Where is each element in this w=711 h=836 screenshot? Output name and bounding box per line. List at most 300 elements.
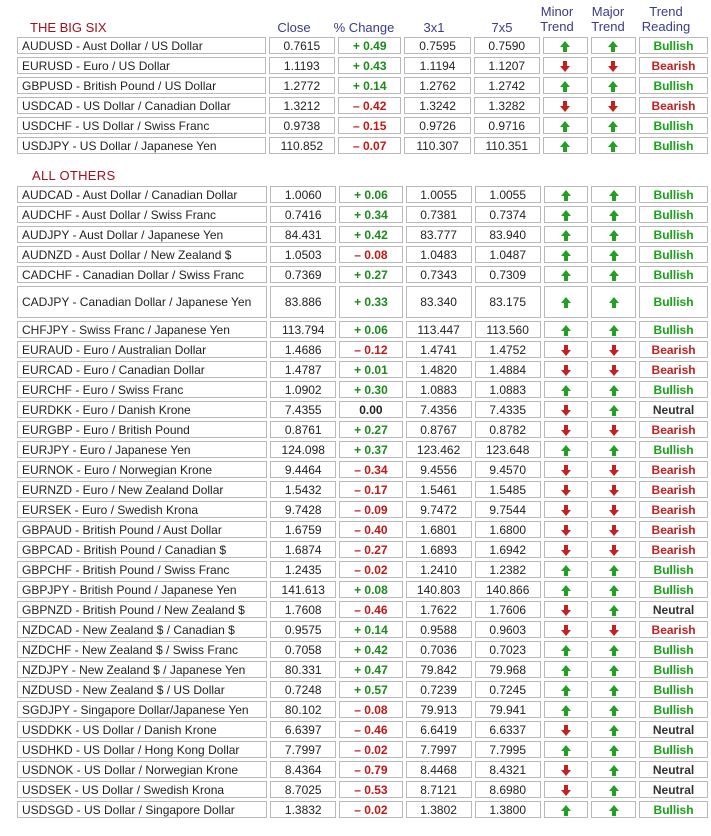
value-7x5: 140.866 — [475, 581, 541, 598]
major-trend — [591, 286, 636, 318]
close-value: 1.2435 — [270, 561, 336, 578]
arrow-up-icon — [609, 270, 619, 281]
arrow-up-icon — [608, 121, 618, 132]
arrow-up-icon — [609, 250, 619, 261]
table-row — [17, 621, 708, 638]
arrow-down-icon — [608, 101, 618, 112]
close-value: 0.7615 — [269, 37, 335, 54]
major-trend — [591, 461, 636, 478]
value-3x1: 7.4356 — [406, 401, 472, 418]
minor-trend — [544, 521, 589, 538]
major-trend — [591, 77, 636, 94]
table-row — [17, 226, 708, 243]
trend-reading: Bearish — [639, 501, 708, 518]
pair-name: AUDNZD - Aust Dollar / New Zealand $ — [17, 246, 267, 263]
percent-change: – 0.46 — [339, 721, 402, 738]
major-trend — [591, 481, 636, 498]
value-7x5: 0.9603 — [475, 621, 541, 638]
minor-trend — [544, 461, 589, 478]
pair-name: USDNOK - US Dollar / Norwegian Krone — [17, 761, 267, 778]
pair-name: CADCHF - Canadian Dollar / Swiss Franc — [17, 266, 267, 283]
arrow-up-icon — [609, 585, 619, 596]
major-trend — [591, 701, 636, 718]
arrow-up-icon — [561, 210, 571, 221]
col-trend-reading-header: Trend Reading — [641, 4, 691, 34]
pair-name: CADJPY - Canadian Dollar / Japanese Yen — [17, 286, 267, 318]
pair-name: GBPJPY - British Pound / Japanese Yen — [17, 581, 267, 598]
value-3x1: 0.9726 — [404, 117, 470, 134]
col-7x5-header: 7x5 — [491, 20, 513, 35]
close-value: 141.613 — [270, 581, 336, 598]
arrow-down-icon — [561, 345, 571, 356]
close-value: 1.4686 — [270, 341, 336, 358]
arrow-up-icon — [561, 385, 571, 396]
arrow-up-icon — [609, 745, 619, 756]
major-trend — [591, 97, 636, 114]
major-trend — [591, 266, 636, 283]
pair-name: EURJPY - Euro / Japanese Yen — [17, 441, 267, 458]
close-value: 0.7416 — [270, 206, 336, 223]
value-7x5: 113.560 — [475, 321, 541, 338]
pair-name: NZDCHF - New Zealand $ / Swiss Franc — [17, 641, 267, 658]
trend-reading: Bullish — [639, 661, 708, 678]
table-row — [17, 781, 708, 798]
value-3x1: 1.1194 — [404, 57, 470, 74]
pair-name: GBPCAD - British Pound / Canadian $ — [17, 541, 267, 558]
close-value: 9.4464 — [270, 461, 336, 478]
arrow-down-icon — [609, 625, 619, 636]
percent-change: + 0.27 — [339, 266, 402, 283]
table-row — [17, 381, 708, 398]
minor-trend — [544, 561, 589, 578]
table-row — [17, 421, 708, 438]
arrow-up-icon — [560, 81, 570, 92]
trend-reading: Bullish — [639, 441, 708, 458]
close-value: 0.7058 — [270, 641, 336, 658]
value-3x1: 1.4820 — [406, 361, 472, 378]
percent-change: – 0.09 — [339, 501, 402, 518]
value-3x1: 0.7239 — [406, 681, 472, 698]
major-trend — [591, 341, 636, 358]
close-value: 7.4355 — [270, 401, 336, 418]
big-six-table — [14, 34, 711, 157]
trend-reading: Bullish — [639, 381, 708, 398]
value-3x1: 1.2762 — [404, 77, 470, 94]
arrow-up-icon — [609, 725, 619, 736]
table-row — [17, 521, 708, 538]
table-row — [17, 117, 708, 134]
major-trend — [591, 321, 636, 338]
major-trend — [591, 501, 636, 518]
table-row — [17, 461, 708, 478]
value-3x1: 0.7036 — [406, 641, 472, 658]
close-value: 80.331 — [270, 661, 336, 678]
arrow-up-icon — [609, 805, 619, 816]
table-row — [17, 761, 708, 778]
minor-trend — [544, 246, 589, 263]
major-trend — [591, 206, 636, 223]
arrow-down-icon — [561, 765, 571, 776]
arrow-up-icon — [608, 141, 618, 152]
value-7x5: 7.4335 — [475, 401, 541, 418]
value-7x5: 1.3800 — [475, 801, 541, 818]
trend-reading: Bearish — [639, 541, 708, 558]
major-trend — [591, 641, 636, 658]
trend-reading: Bearish — [639, 361, 708, 378]
pair-name: EURNZD - Euro / New Zealand Dollar — [17, 481, 267, 498]
percent-change: + 0.42 — [339, 226, 402, 243]
major-trend — [591, 801, 636, 818]
arrow-down-icon — [561, 785, 571, 796]
trend-reading: Neutral — [639, 721, 708, 738]
value-7x5: 6.6337 — [475, 721, 541, 738]
value-7x5: 83.940 — [475, 226, 541, 243]
pair-name: GBPAUD - British Pound / Aust Dollar — [17, 521, 267, 538]
arrow-up-icon — [608, 41, 618, 52]
value-3x1: 83.777 — [406, 226, 472, 243]
minor-trend — [543, 37, 588, 54]
value-7x5: 9.7544 — [475, 501, 541, 518]
table-row — [17, 206, 708, 223]
value-7x5: 7.7995 — [475, 741, 541, 758]
value-7x5: 1.6800 — [475, 521, 541, 538]
arrow-up-icon — [609, 405, 619, 416]
trend-reading: Bullish — [639, 641, 708, 658]
trend-reading: Bullish — [639, 246, 708, 263]
arrow-down-icon — [560, 61, 570, 72]
value-3x1: 1.3242 — [404, 97, 470, 114]
major-trend — [591, 226, 636, 243]
trend-reading: Bearish — [639, 461, 708, 478]
arrow-down-icon — [561, 465, 571, 476]
trend-reading: Neutral — [639, 761, 708, 778]
trend-reading: Bullish — [639, 681, 708, 698]
trend-reading: Bullish — [639, 117, 708, 134]
arrow-up-icon — [609, 705, 619, 716]
arrow-up-icon — [609, 605, 619, 616]
arrow-down-icon — [561, 405, 571, 416]
major-trend — [591, 581, 636, 598]
arrow-down-icon — [609, 465, 619, 476]
minor-trend — [544, 401, 589, 418]
minor-trend — [544, 701, 589, 718]
minor-trend — [544, 681, 589, 698]
column-header-row — [0, 0, 711, 36]
pair-name: USDJPY - US Dollar / Japanese Yen — [17, 137, 266, 154]
minor-trend — [544, 661, 589, 678]
value-3x1: 110.307 — [404, 137, 470, 154]
arrow-up-icon — [561, 705, 571, 716]
pair-name: USDDKK - US Dollar / Danish Krone — [17, 721, 267, 738]
minor-trend — [543, 137, 588, 154]
major-trend — [591, 661, 636, 678]
percent-change: – 0.17 — [339, 481, 402, 498]
arrow-up-icon — [609, 325, 619, 336]
arrow-up-icon — [560, 121, 570, 132]
value-7x5: 0.7023 — [475, 641, 541, 658]
value-3x1: 140.803 — [406, 581, 472, 598]
value-3x1: 79.913 — [406, 701, 472, 718]
percent-change: – 0.02 — [339, 561, 402, 578]
close-value: 1.1193 — [269, 57, 335, 74]
arrow-down-icon — [609, 545, 619, 556]
trend-reading: Bullish — [639, 801, 708, 818]
percent-change: + 0.06 — [339, 321, 402, 338]
major-trend — [591, 681, 636, 698]
value-7x5: 1.2742 — [474, 77, 540, 94]
value-7x5: 1.7606 — [475, 601, 541, 618]
value-3x1: 0.7381 — [406, 206, 472, 223]
arrow-up-icon — [560, 141, 570, 152]
value-7x5: 0.7590 — [474, 37, 540, 54]
col-3x1-header: 3x1 — [423, 20, 445, 35]
value-7x5: 9.4570 — [475, 461, 541, 478]
pair-name: EURNOK - Euro / Norwegian Krone — [17, 461, 267, 478]
value-3x1: 83.340 — [406, 286, 472, 318]
percent-change: – 0.40 — [339, 521, 402, 538]
percent-change: – 0.12 — [339, 341, 402, 358]
close-value: 6.6397 — [270, 721, 336, 738]
major-trend — [591, 37, 636, 54]
major-trend — [591, 137, 636, 154]
percent-change: – 0.42 — [338, 97, 402, 114]
table-row — [17, 286, 708, 318]
big-six-title: THE BIG SIX — [30, 20, 107, 35]
col-major-trend-header: Major Trend — [591, 4, 625, 34]
arrow-up-icon — [609, 565, 619, 576]
value-3x1: 1.2410 — [406, 561, 472, 578]
close-value: 8.7025 — [270, 781, 336, 798]
col-close-header: Close — [277, 20, 311, 35]
value-3x1: 9.7472 — [406, 501, 472, 518]
value-3x1: 1.5461 — [406, 481, 472, 498]
close-value: 1.5432 — [270, 481, 336, 498]
minor-trend — [544, 321, 589, 338]
arrow-down-icon — [561, 625, 571, 636]
arrow-up-icon — [561, 805, 571, 816]
arrow-up-icon — [561, 250, 571, 261]
table-row — [17, 581, 708, 598]
percent-change: – 0.08 — [339, 701, 402, 718]
trend-reading: Bearish — [639, 621, 708, 638]
close-value: 113.794 — [270, 321, 336, 338]
arrow-up-icon — [561, 297, 571, 308]
all-others-table — [14, 183, 711, 821]
value-7x5: 1.1207 — [474, 57, 540, 74]
major-trend — [591, 117, 636, 134]
value-3x1: 0.8767 — [406, 421, 472, 438]
table-row — [17, 77, 708, 94]
close-value: 1.3832 — [270, 801, 336, 818]
close-value: 83.886 — [270, 286, 336, 318]
all-others-title: ALL OTHERS — [32, 168, 116, 183]
trend-reading: Bullish — [639, 321, 708, 338]
trend-reading: Bullish — [639, 226, 708, 243]
minor-trend — [544, 641, 589, 658]
pair-name: AUDCAD - Aust Dollar / Canadian Dollar — [17, 186, 267, 203]
arrow-down-icon — [561, 525, 571, 536]
value-7x5: 110.351 — [474, 137, 540, 154]
percent-change: – 0.53 — [339, 781, 402, 798]
trend-reading: Bullish — [639, 701, 708, 718]
percent-change: – 0.15 — [338, 117, 402, 134]
pair-name: NZDUSD - New Zealand $ / US Dollar — [17, 681, 267, 698]
pair-name: AUDCHF - Aust Dollar / Swiss Franc — [17, 206, 267, 223]
close-value: 1.0902 — [270, 381, 336, 398]
percent-change: + 0.43 — [338, 57, 402, 74]
minor-trend — [543, 77, 588, 94]
table-row — [17, 701, 708, 718]
arrow-up-icon — [561, 645, 571, 656]
table-row — [17, 37, 708, 54]
minor-trend — [544, 541, 589, 558]
trend-reading: Bullish — [639, 137, 708, 154]
major-trend — [591, 761, 636, 778]
value-7x5: 0.7245 — [475, 681, 541, 698]
table-row — [17, 341, 708, 358]
table-row — [17, 601, 708, 618]
arrow-down-icon — [609, 425, 619, 436]
arrow-down-icon — [561, 725, 571, 736]
table-row — [17, 801, 708, 818]
minor-trend — [544, 361, 589, 378]
value-3x1: 8.4468 — [406, 761, 472, 778]
arrow-up-icon — [609, 210, 619, 221]
major-trend — [591, 541, 636, 558]
arrow-down-icon — [609, 485, 619, 496]
trend-reading: Bullish — [639, 561, 708, 578]
pair-name: USDCAD - US Dollar / Canadian Dollar — [17, 97, 266, 114]
minor-trend — [543, 97, 588, 114]
minor-trend — [543, 57, 588, 74]
major-trend — [591, 561, 636, 578]
major-trend — [591, 621, 636, 638]
trend-reading: Neutral — [639, 781, 708, 798]
arrow-down-icon — [561, 505, 571, 516]
arrow-up-icon — [609, 665, 619, 676]
close-value: 9.7428 — [270, 501, 336, 518]
close-value: 1.3212 — [269, 97, 335, 114]
major-trend — [591, 601, 636, 618]
minor-trend — [544, 761, 589, 778]
value-7x5: 1.5485 — [475, 481, 541, 498]
arrow-up-icon — [609, 785, 619, 796]
trend-reading: Neutral — [639, 601, 708, 618]
table-row — [17, 661, 708, 678]
value-7x5: 79.941 — [475, 701, 541, 718]
percent-change: – 0.07 — [338, 137, 402, 154]
table-row — [17, 57, 708, 74]
close-value: 1.6874 — [270, 541, 336, 558]
close-value: 8.4364 — [270, 761, 336, 778]
percent-change: – 0.34 — [339, 461, 402, 478]
percent-change: + 0.01 — [339, 361, 402, 378]
close-value: 1.0503 — [270, 246, 336, 263]
value-7x5: 1.0487 — [475, 246, 541, 263]
value-7x5: 1.2382 — [475, 561, 541, 578]
value-3x1: 1.0055 — [406, 186, 472, 203]
value-3x1: 113.447 — [406, 321, 472, 338]
major-trend — [591, 57, 636, 74]
pair-name: USDHKD - US Dollar / Hong Kong Dollar — [17, 741, 267, 758]
value-7x5: 0.7309 — [475, 266, 541, 283]
value-7x5: 0.7374 — [475, 206, 541, 223]
trend-reading: Bullish — [639, 581, 708, 598]
pair-name: USDSGD - US Dollar / Singapore Dollar — [17, 801, 267, 818]
percent-change: – 0.46 — [339, 601, 402, 618]
close-value: 80.102 — [270, 701, 336, 718]
major-trend — [591, 521, 636, 538]
pair-name: EURAUD - Euro / Australian Dollar — [17, 341, 267, 358]
value-3x1: 1.0483 — [406, 246, 472, 263]
trend-reading: Bearish — [639, 481, 708, 498]
arrow-up-icon — [609, 385, 619, 396]
percent-change: + 0.33 — [339, 286, 402, 318]
percent-change: + 0.42 — [339, 641, 402, 658]
table-row — [17, 321, 708, 338]
pair-name: CHFJPY - Swiss Franc / Japanese Yen — [17, 321, 267, 338]
arrow-down-icon — [609, 505, 619, 516]
value-7x5: 1.4884 — [475, 361, 541, 378]
close-value: 0.9575 — [270, 621, 336, 638]
minor-trend — [544, 226, 589, 243]
arrow-up-icon — [609, 685, 619, 696]
arrow-up-icon — [609, 445, 619, 456]
table-row — [17, 137, 708, 154]
close-value: 0.7248 — [270, 681, 336, 698]
arrow-up-icon — [608, 81, 618, 92]
table-row — [17, 501, 708, 518]
value-3x1: 0.7595 — [404, 37, 470, 54]
arrow-down-icon — [561, 365, 571, 376]
major-trend — [591, 186, 636, 203]
arrow-up-icon — [561, 585, 571, 596]
arrow-up-icon — [561, 190, 571, 201]
value-7x5: 1.0055 — [475, 186, 541, 203]
percent-change: + 0.06 — [339, 186, 402, 203]
trend-reading: Bullish — [639, 266, 708, 283]
arrow-up-icon — [609, 230, 619, 241]
pair-name: NZDJPY - New Zealand $ / Japanese Yen — [17, 661, 267, 678]
percent-change: + 0.08 — [339, 581, 402, 598]
table-row — [17, 641, 708, 658]
table-row — [17, 741, 708, 758]
major-trend — [591, 381, 636, 398]
minor-trend — [544, 206, 589, 223]
trend-reading: Bullish — [639, 206, 708, 223]
table-row — [17, 97, 708, 114]
pair-name: GBPCHF - British Pound / Swiss Franc — [17, 561, 267, 578]
percent-change: – 0.08 — [339, 246, 402, 263]
percent-change: + 0.34 — [339, 206, 402, 223]
major-trend — [591, 361, 636, 378]
percent-change: – 0.02 — [339, 741, 402, 758]
trend-reading: Bearish — [639, 341, 708, 358]
percent-change: + 0.27 — [339, 421, 402, 438]
arrow-down-icon — [609, 365, 619, 376]
table-row — [17, 186, 708, 203]
major-trend — [591, 421, 636, 438]
minor-trend — [544, 781, 589, 798]
close-value: 0.8761 — [270, 421, 336, 438]
percent-change: + 0.14 — [339, 621, 402, 638]
trend-reading: Bearish — [639, 97, 708, 114]
value-7x5: 1.0883 — [475, 381, 541, 398]
close-value: 1.2772 — [269, 77, 335, 94]
value-7x5: 123.648 — [475, 441, 541, 458]
table-row — [17, 681, 708, 698]
table-row — [17, 441, 708, 458]
